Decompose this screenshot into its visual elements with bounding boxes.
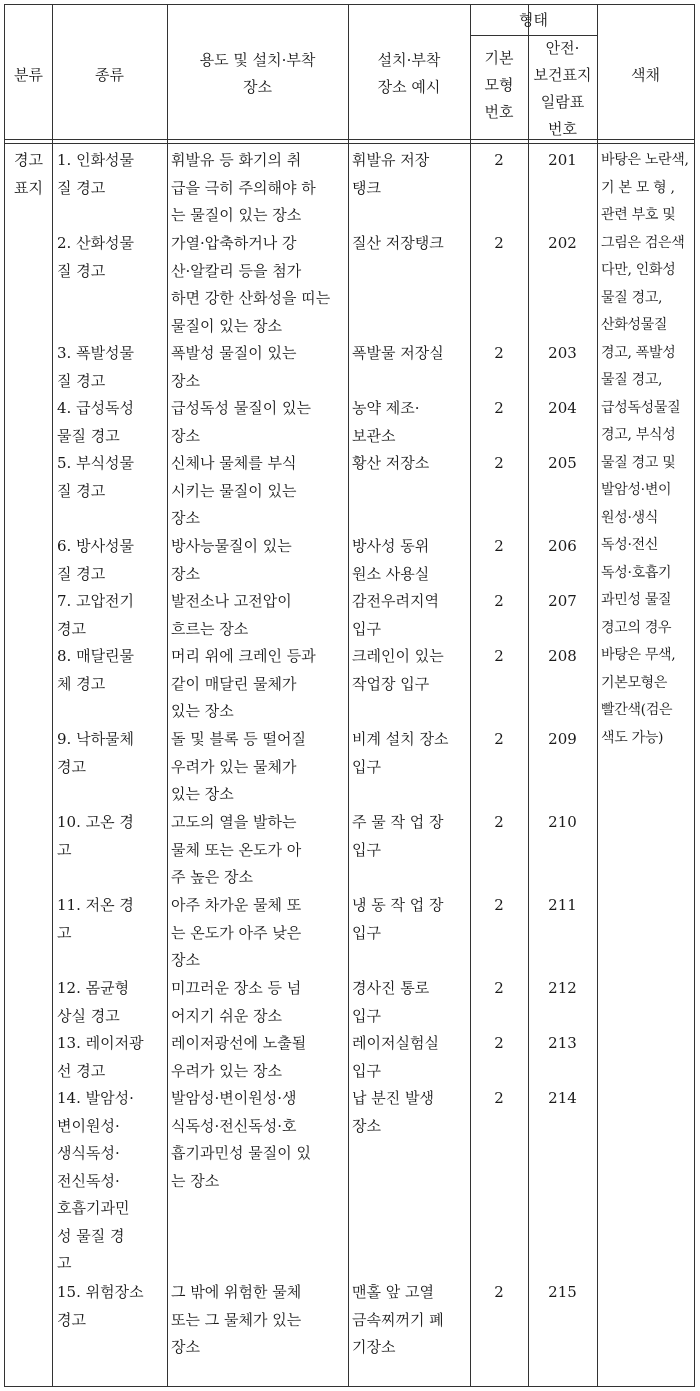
kind-line: 2. 산화성물 — [57, 234, 135, 252]
example-line: 입구 — [352, 619, 381, 638]
kind-line: 상실 경고 — [57, 1006, 120, 1025]
row-usage — [171, 395, 345, 450]
usage-line: 휘발유 등 화기의 취 — [171, 151, 302, 169]
row-example — [352, 1085, 467, 1140]
usage-line: 또는 그 물체가 있는 — [171, 1310, 302, 1329]
row-basic-shape: 2 — [494, 151, 504, 169]
example-line: 휘발유 저장 — [352, 151, 430, 169]
example-line: 원소 사용실 — [352, 564, 430, 583]
row-usage — [171, 1279, 345, 1362]
usage-line: 급성독성 물질이 있는 — [171, 399, 311, 417]
row-example — [352, 809, 467, 864]
row-usage — [171, 975, 345, 1030]
row-basic-shape: 2 — [494, 1089, 504, 1107]
color-text-line: 색도 가능) — [601, 729, 664, 746]
kind-line: 질 경고 — [57, 371, 106, 390]
kind-line: 3. 폭발성물 — [57, 344, 135, 362]
row-usage — [171, 340, 345, 395]
row-list-number: 214 — [548, 1089, 577, 1107]
header-basic-shape: 기본 모형 번호 — [484, 49, 514, 121]
color-text-line: 바탕은 노란색, — [601, 152, 689, 168]
color-text-line: 발암성·변이 — [601, 482, 672, 498]
usage-line: 고도의 열을 발하는 — [171, 813, 297, 831]
warning-signs-table — [4, 4, 695, 1387]
color-text-line: 물질 경고 및 — [601, 454, 676, 471]
usage-line: 하면 강한 산화성을 띠는 — [171, 289, 331, 307]
row-example — [352, 726, 467, 781]
color-text-line: 빨간색(검은 — [601, 702, 673, 718]
row-example — [352, 450, 467, 478]
row-basic-shape: 2 — [494, 1283, 504, 1301]
kind-line: 경고 — [57, 619, 86, 638]
color-text-line: 기 본 모 형 , — [601, 179, 675, 196]
row-usage — [171, 643, 345, 726]
header-category: 분류 — [14, 66, 43, 84]
example-line: 경사진 통로 — [352, 979, 430, 997]
usage-line: 장소 — [171, 564, 200, 583]
kind-line: 질 경고 — [57, 178, 106, 197]
example-line: 입구 — [352, 840, 381, 859]
color-text-line: 경고, 부식성 — [601, 427, 676, 443]
kind-line: 질 경고 — [57, 564, 106, 583]
kind-line: 전신독성· — [57, 1171, 120, 1190]
row-example — [352, 340, 467, 368]
kind-line: 5. 부식성물 — [57, 454, 135, 472]
row-list-number: 203 — [548, 344, 577, 362]
example-line: 보관소 — [352, 426, 396, 445]
example-line: 폭발물 저장실 — [352, 344, 444, 362]
row-example — [352, 533, 467, 588]
kind-line: 13. 레이저광 — [57, 1034, 144, 1052]
color-text-line: 급성독성물질 — [601, 399, 681, 416]
usage-line: 같이 매달린 물체가 — [171, 674, 297, 693]
row-example — [352, 975, 467, 1030]
row-kind — [57, 450, 163, 505]
row-basic-shape: 2 — [494, 813, 504, 831]
color-text-line: 바탕은 무색, — [601, 647, 676, 663]
header-kind: 종류 — [95, 66, 124, 84]
row-basic-shape: 2 — [494, 730, 504, 748]
example-line: 입구 — [352, 923, 381, 942]
usage-line: 신체나 물체를 부식 — [171, 454, 297, 472]
row-list-number: 213 — [548, 1034, 577, 1052]
row-list-number: 206 — [548, 537, 577, 555]
row-kind — [57, 1030, 163, 1085]
row-list-number: 204 — [548, 399, 577, 417]
example-line: 방사성 동위 — [352, 537, 430, 555]
example-line: 맨홀 앞 고열 — [352, 1283, 434, 1301]
row-basic-shape: 2 — [494, 1034, 504, 1052]
usage-line: 장소 — [171, 509, 200, 527]
color-text-line: 다만, 인화성 — [601, 262, 676, 278]
kind-line: 체 경고 — [57, 674, 106, 693]
kind-line: 11. 저온 경 — [57, 896, 134, 914]
usage-line: 발전소나 고전압이 — [171, 592, 292, 610]
usage-line: 있는 장소 — [171, 785, 234, 803]
usage-line: 시키는 물질이 있는 — [171, 481, 297, 500]
row-list-number: 215 — [548, 1283, 577, 1301]
example-line: 납 분진 발생 — [352, 1089, 434, 1107]
example-line: 장소 — [352, 1116, 381, 1135]
kind-line: 7. 고압전기 — [57, 592, 135, 610]
row-list-number: 212 — [548, 979, 577, 997]
example-line: 농약 제조· — [352, 399, 420, 417]
row-kind — [57, 533, 163, 588]
kind-line: 선 경고 — [57, 1061, 106, 1080]
color-text-line: 독성·전신 — [601, 537, 659, 553]
usage-line: 가열·압축하거나 강 — [171, 234, 297, 252]
usage-line: 물질이 있는 장소 — [171, 316, 282, 335]
usage-line: 장소 — [171, 951, 200, 969]
usage-line: 아주 차가운 물체 또 — [171, 896, 302, 914]
kind-line: 질 경고 — [57, 261, 106, 280]
row-basic-shape: 2 — [494, 344, 504, 362]
row-example — [352, 588, 467, 643]
kind-line: 성 물질 경 — [57, 1226, 125, 1245]
color-text-line: 경고의 경우 — [601, 619, 672, 636]
row-example — [352, 892, 467, 947]
row-usage — [171, 1030, 345, 1085]
row-example — [352, 395, 467, 450]
row-kind — [57, 809, 163, 864]
row-basic-shape: 2 — [494, 537, 504, 555]
usage-line: 있는 장소 — [171, 702, 234, 720]
row-kind — [57, 1279, 163, 1334]
usage-line: 산·알칼리 등을 첨가 — [171, 261, 302, 280]
kind-line: 변이원성· — [57, 1116, 120, 1135]
header-shape-group: 형태 — [519, 11, 548, 29]
color-description — [601, 147, 692, 752]
row-list-number: 207 — [548, 592, 577, 610]
row-usage — [171, 892, 345, 975]
row-usage — [171, 1085, 345, 1195]
row-example — [352, 147, 467, 202]
kind-line: 9. 낙하물체 — [57, 730, 135, 748]
row-example — [352, 230, 467, 258]
usage-line: 그 밖에 위험한 물체 — [171, 1283, 302, 1301]
usage-line: 레이저광선에 노출될 — [171, 1034, 307, 1052]
usage-line: 장소 — [171, 1338, 200, 1356]
row-usage — [171, 230, 345, 340]
row-basic-shape: 2 — [494, 592, 504, 610]
row-usage — [171, 147, 345, 230]
row-list-number: 211 — [548, 896, 577, 914]
row-basic-shape: 2 — [494, 399, 504, 417]
row-example — [352, 1030, 467, 1085]
kind-line: 15. 위험장소 — [57, 1283, 144, 1301]
example-line: 입구 — [352, 1061, 381, 1080]
usage-line: 장소 — [171, 371, 200, 390]
row-kind — [57, 340, 163, 395]
color-text-line: 그림은 검은색 — [601, 234, 685, 251]
color-text-line: 원성·생식 — [601, 509, 659, 526]
kind-line: 물질 경고 — [57, 426, 120, 445]
usage-line: 는 온도가 아주 낮은 — [171, 923, 302, 942]
kind-line: 고 — [57, 1254, 72, 1272]
usage-line: 우려가 있는 물체가 — [171, 757, 297, 776]
kind-line: 고 — [57, 923, 72, 942]
example-line: 질산 저장탱크 — [352, 234, 444, 252]
kind-line: 12. 몸균형 — [57, 979, 130, 997]
row-list-number: 205 — [548, 454, 577, 472]
row-example — [352, 1279, 467, 1362]
kind-line: 1. 인화성물 — [57, 151, 135, 169]
color-text-line: 관련 부호 및 — [601, 207, 676, 223]
row-example — [352, 643, 467, 698]
usage-line: 돌 및 블록 등 떨어질 — [171, 730, 306, 748]
header-example: 설치·부착 장소 예시 — [377, 51, 441, 96]
row-basic-shape: 2 — [494, 454, 504, 472]
row-list-number: 209 — [548, 730, 577, 748]
row-basic-shape: 2 — [494, 234, 504, 252]
row-usage — [171, 533, 345, 588]
usage-line: 주 높은 장소 — [171, 868, 253, 886]
usage-line: 는 물질이 있는 장소 — [171, 206, 302, 224]
usage-line: 흐르는 장소 — [171, 619, 249, 638]
row-list-number: 201 — [548, 151, 577, 169]
example-line: 감전우려지역 — [352, 592, 439, 610]
row-kind — [57, 892, 163, 947]
kind-line: 호흡기과민 — [57, 1199, 130, 1217]
usage-line: 어지기 쉬운 장소 — [171, 1006, 282, 1025]
kind-line: 고 — [57, 840, 72, 859]
row-usage — [171, 450, 345, 533]
row-kind — [57, 1085, 163, 1278]
row-kind — [57, 588, 163, 643]
row-basic-shape: 2 — [494, 896, 504, 914]
color-text-line: 물질 경고, — [601, 372, 663, 388]
kind-line: 6. 방사성물 — [57, 537, 135, 555]
color-text-line: 과민성 물질 — [601, 592, 672, 608]
usage-line: 물체 또는 온도가 아 — [171, 840, 302, 859]
kind-line: 경고 — [57, 1310, 86, 1329]
color-text-line: 독성·호흡기 — [601, 564, 672, 581]
example-line: 금속찌꺼기 폐 — [352, 1310, 444, 1329]
example-line: 기장소 — [352, 1338, 396, 1356]
row-kind — [57, 726, 163, 781]
row-kind — [57, 643, 163, 698]
kind-line: 10. 고온 경 — [57, 813, 134, 831]
example-line: 탱크 — [352, 178, 381, 197]
usage-line: 미끄러운 장소 등 넘 — [171, 979, 302, 997]
example-line: 작업장 입구 — [352, 674, 430, 693]
color-text-line: 산화성물질 — [601, 317, 668, 333]
usage-line: 방사능물질이 있는 — [171, 537, 292, 555]
category-label: 경고 표지 — [14, 151, 43, 197]
row-basic-shape: 2 — [494, 979, 504, 997]
row-kind — [57, 975, 163, 1030]
row-kind — [57, 230, 163, 285]
usage-line: 는 장소 — [171, 1171, 220, 1190]
kind-line: 질 경고 — [57, 481, 106, 500]
example-line: 비계 설치 장소 — [352, 730, 449, 748]
usage-line: 흡기과민성 물질이 있 — [171, 1144, 311, 1162]
row-usage — [171, 809, 345, 892]
example-line: 주 물 작 업 장 — [352, 813, 444, 831]
row-list-number: 202 — [548, 234, 577, 252]
usage-line: 장소 — [171, 426, 200, 445]
usage-line: 폭발성 물질이 있는 — [171, 344, 297, 362]
example-line: 입구 — [352, 1006, 381, 1025]
row-kind — [57, 147, 163, 202]
row-basic-shape: 2 — [494, 647, 504, 665]
color-text-line: 기본모형은 — [601, 674, 668, 691]
header-list-number: 안전· 보건표지 일람표 번호 — [533, 39, 592, 138]
example-line: 레이저실험실 — [352, 1034, 439, 1052]
row-usage — [171, 726, 345, 809]
example-line: 입구 — [352, 757, 381, 776]
usage-line: 급을 극히 주의해야 하 — [171, 178, 316, 197]
row-list-number: 208 — [548, 647, 577, 665]
kind-line: 8. 매달린물 — [57, 647, 135, 665]
row-list-number: 210 — [548, 813, 577, 831]
example-line: 황산 저장소 — [352, 454, 430, 472]
kind-line: 생식독성· — [57, 1144, 120, 1162]
header-color: 색채 — [631, 66, 660, 84]
usage-line: 식독성·전신독성·호 — [171, 1116, 297, 1135]
header-usage: 용도 및 설치·부착 장소 — [199, 51, 316, 96]
usage-line: 발암성·변이원성·생 — [171, 1089, 297, 1107]
usage-line: 우려가 있는 장소 — [171, 1061, 282, 1080]
kind-line: 경고 — [57, 757, 86, 776]
example-line: 냉 동 작 업 장 — [352, 896, 444, 914]
kind-line: 4. 급성독성 — [57, 399, 135, 417]
usage-line: 머리 위에 크레인 등과 — [171, 647, 316, 665]
row-kind — [57, 395, 163, 450]
row-usage — [171, 588, 345, 643]
kind-line: 14. 발암성· — [57, 1089, 134, 1107]
example-line: 크레인이 있는 — [352, 647, 444, 665]
color-text-line: 경고, 폭발성 — [601, 344, 676, 361]
color-text-line: 물질 경고, — [601, 289, 663, 306]
